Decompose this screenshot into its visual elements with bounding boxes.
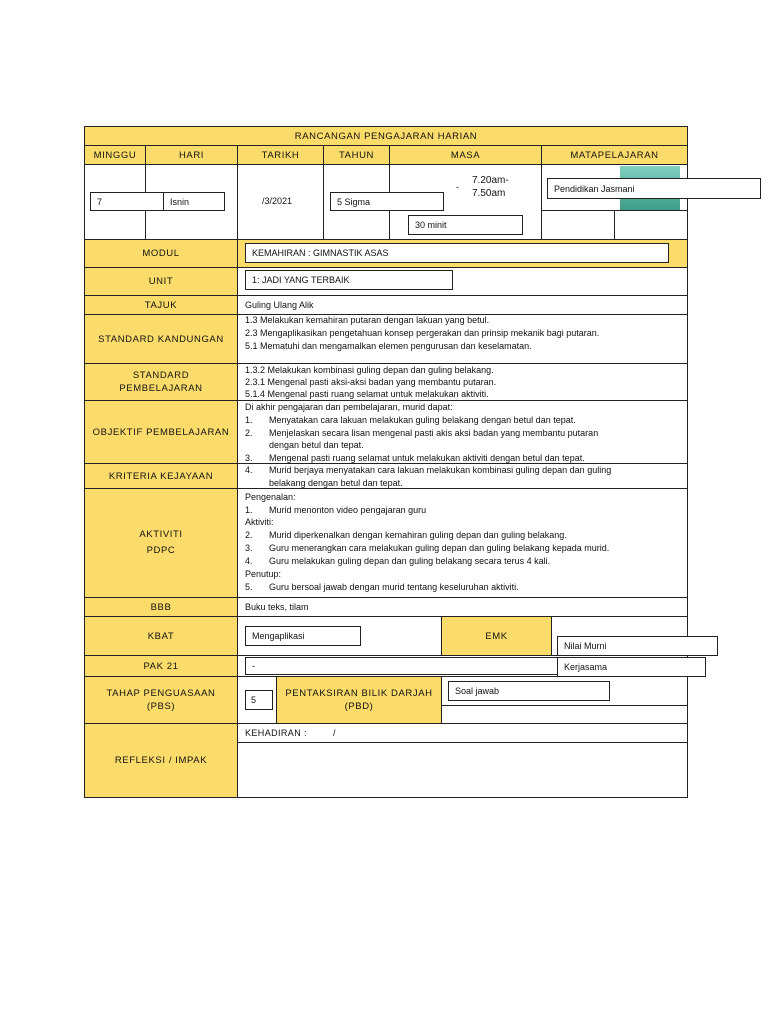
header-minggu: MINGGU [84, 145, 146, 165]
objektif-item-2-cont: dengan betul dan tepat. [269, 440, 364, 450]
unit-field[interactable]: 1: JADI YANG TERBAIK [245, 270, 453, 290]
kehadiran-label: KEHADIRAN : [245, 728, 307, 738]
objektif-intro: Di akhir pengajaran dan pembelajaran, murid dapat: [245, 402, 453, 412]
sp-line-1: 1.3.2 Melakukan kombinasi guling depan dan guling belakang. [245, 365, 494, 375]
label-pbd-1: PENTAKSIRAN BILIK DARJAH [285, 688, 433, 699]
sp-line-3: 5.1.4 Mengenal pasti ruang selamat untuk melakukan aktiviti. [245, 389, 489, 399]
label-kbat: KBAT [84, 616, 238, 656]
label-refleksi: REFLEKSI / IMPAK [84, 723, 238, 798]
sp-line-2: 2.3.1 Mengenal pasti aksi-aksi badan yang membantu putaran. [245, 377, 497, 387]
tarikh-value: /3/2021 [262, 196, 293, 206]
kriteria-line-2: belakang dengan betul dan tepat. [269, 478, 403, 488]
label-standard-kandungan: STANDARD KANDUNGAN [84, 314, 238, 364]
label-aktiviti [84, 488, 238, 598]
label-objektif: OBJEKTIF PEMBELAJARAN [84, 400, 238, 464]
objektif-2-text-a: Menjelaskan secara lisan mengenal pasti akis aksi badan yang membantu putaran [269, 428, 599, 438]
aktiviti-item-1 [245, 504, 426, 517]
hari-field[interactable]: Isnin [163, 192, 225, 211]
akt-3-text: Guru menerangkan cara melakukan guling depan dan guling belakang kepada murid. [269, 543, 610, 553]
label-tahap-2: (PBS) [146, 701, 176, 712]
kehadiran-slash: / [333, 728, 336, 738]
akt-4-num: 4. [245, 556, 253, 566]
label-pak21: PAK 21 [84, 655, 238, 677]
kriteria-line-1 [245, 464, 611, 477]
akt-4-text: Guru melakukan guling depan dan guling belakang secara terus 4 kali. [269, 556, 551, 566]
aktiviti-item-3 [245, 542, 609, 555]
aktiviti-item-5 [245, 581, 519, 594]
masa-time-2: 7.50am [472, 188, 506, 199]
objektif-item-2 [245, 427, 598, 440]
info-divider-v [614, 210, 615, 240]
bbb-value: Buku teks, tilam [245, 602, 309, 612]
label-tajuk: TAJUK [84, 295, 238, 315]
objektif-3-text: Mengenal pasti ruang selamat untuk melakukan aktiviti dengan betul dan tepat. [269, 453, 585, 463]
akt-3-num: 3. [245, 543, 253, 553]
label-tahap [84, 676, 238, 724]
akt-2-num: 2. [245, 530, 253, 540]
aktiviti-penutup: Penutup: [245, 569, 282, 579]
label-aktiviti-1: AKTIVITI [139, 529, 183, 540]
header-masa: MASA [389, 145, 542, 165]
label-pbd [276, 676, 442, 724]
objektif-3-num: 3. [245, 453, 253, 463]
label-kriteria: KRITERIA KEJAYAAN [84, 463, 238, 489]
tahap-field[interactable]: 5 [245, 690, 273, 710]
akt-1-num: 1. [245, 505, 253, 515]
aktiviti-item-2 [245, 529, 567, 542]
sk-line-3: 5.1 Mematuhi dan mengamalkan elemen pengurusan dan keselamatan. [245, 341, 532, 351]
akt-5-text: Guru bersoal jawab dengan murid tentang keseluruhan aktiviti. [269, 582, 519, 592]
label-tahap-1: TAHAP PENGUASAAN [106, 688, 216, 699]
pak21-field[interactable]: - [245, 657, 562, 675]
objektif-item-1 [245, 414, 576, 427]
label-sp-2: PEMBELAJARAN [119, 383, 203, 394]
aktiviti-label: Aktiviti: [245, 517, 274, 527]
tajuk-value: Guling Ulang Alik [245, 300, 314, 310]
kriteria-text-a: Murid berjaya menyatakan cara lakuan melakukan kombinasi guling depan dan guling [269, 465, 612, 475]
masa-dash: - [456, 182, 459, 192]
pak21-right-field[interactable]: Kerjasama [557, 657, 706, 677]
kbat-field[interactable]: Mengaplikasi [245, 626, 361, 646]
label-emk: EMK [441, 616, 552, 656]
label-bbb: BBB [84, 597, 238, 617]
sk-line-1: 1.3 Melakukan kemahiran putaran dengan lakuan yang betul. [245, 315, 490, 325]
objektif-1-text: Menyatakan cara lakuan melakukan guling belakang dengan betul dan tepat. [269, 415, 576, 425]
objektif-2-num: 2. [245, 428, 253, 438]
pbd-divider [441, 705, 688, 706]
minggu-field[interactable]: 7 [90, 192, 166, 211]
akt-2-text: Murid diperkenalkan dengan kemahiran guling depan dan guling belakang. [269, 530, 567, 540]
sk-line-2: 2.3 Mengaplikasikan pengetahuan konsep pergerakan dan prinsip mekanik bagi putaran. [245, 328, 600, 338]
objektif-1-num: 1. [245, 415, 253, 425]
akt-5-num: 5. [245, 582, 253, 592]
page-title: RANCANGAN PENGAJARAN HARIAN [84, 126, 688, 146]
header-tahun: TAHUN [323, 145, 390, 165]
header-matapelajaran: MATAPELAJARAN [541, 145, 688, 165]
duration-field[interactable]: 30 minit [408, 215, 523, 235]
header-tarikh: TARIKH [237, 145, 324, 165]
masa-time-1: 7.20am- [472, 175, 509, 186]
label-modul: MODUL [84, 239, 238, 268]
aktiviti-item-4 [245, 555, 550, 568]
label-standard-pembelajaran [84, 363, 238, 401]
label-aktiviti-2: PDPC [146, 545, 176, 556]
akt-1-text: Murid menonton video pengajaran guru [269, 505, 427, 515]
pbd-field[interactable]: Soal jawab [448, 681, 610, 701]
modul-field[interactable]: KEMAHIRAN : GIMNASTIK ASAS [245, 243, 669, 263]
label-sp-1: STANDARD [132, 370, 190, 381]
refleksi-divider [237, 742, 688, 743]
aktiviti-pengenalan: Pengenalan: [245, 492, 296, 502]
header-hari: HARI [145, 145, 238, 165]
emk-field[interactable]: Nilai Murni [557, 636, 718, 656]
subject-field[interactable]: Pendidikan Jasmani [547, 178, 761, 199]
label-unit: UNIT [84, 267, 238, 296]
kriteria-num: 4. [245, 465, 253, 475]
tahun-field[interactable]: 5 Sigma [330, 192, 444, 211]
label-pbd-2: (PBD) [344, 701, 374, 712]
